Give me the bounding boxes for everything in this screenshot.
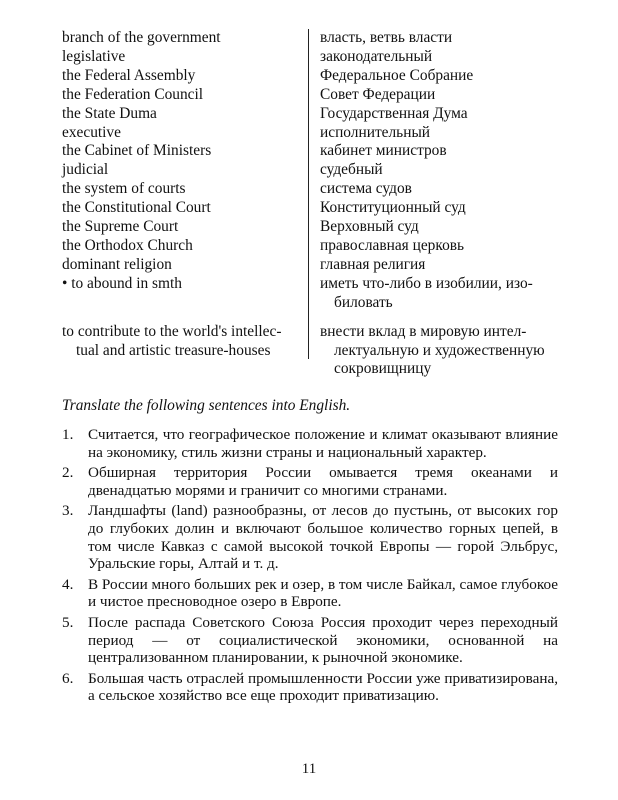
list-item (62, 426, 558, 461)
task-heading: Translate the following sentences into English. (62, 397, 351, 414)
item-text: После распада Советского Союза Россия проходит через переходный период — от социалистической экономики, основанной на централизованном планировании, к рыночной экономике. (88, 613, 558, 667)
glossary-term-ru: главная религия (320, 255, 426, 273)
glossary-term-en: the Federation Council (62, 85, 204, 103)
list-item (62, 670, 558, 705)
item-number: 6. (62, 669, 74, 687)
glossary-row (62, 48, 560, 67)
glossary-table (62, 29, 560, 379)
item-number: 4. (62, 575, 74, 593)
glossary-term-ru-line: иметь что-либо в изобилии, изо- (320, 274, 533, 292)
glossary-row (62, 67, 560, 86)
list-item (62, 464, 558, 499)
glossary-term-ru-line: биловать (334, 293, 393, 311)
glossary-term-en: the Federal Assembly (62, 66, 196, 84)
glossary-term-ru: Федеральное Собрание (320, 66, 474, 84)
item-text: Считается, что географическое положение и климат оказывают влияние на экономику, стиль жизни страны и национальный характер. (88, 426, 558, 461)
list-item (62, 614, 558, 667)
glossary-row (62, 323, 560, 380)
item-text: Большая часть отраслей промышленности России уже приватизирована, а сельское хозяйство все еще проходит приватизацию. (88, 669, 558, 705)
glossary-row (62, 199, 560, 218)
list-item (62, 502, 558, 572)
glossary-term-en: the Orthodox Church (62, 236, 193, 254)
item-number: 2. (62, 464, 74, 482)
glossary-row (62, 237, 560, 256)
glossary-term-ru: Совет Федерации (320, 85, 436, 103)
glossary-term-en: • to abound in smth (62, 274, 182, 292)
glossary-row (62, 29, 560, 48)
glossary-row (62, 124, 560, 143)
glossary-term-en: the State Duma (62, 104, 157, 122)
glossary-term-ru (308, 275, 560, 313)
glossary-term-ru: исполнительный (320, 123, 431, 141)
item-text: Обширная территория России омывается тремя океанами и двенадцатью морями и граничит со многими странами. (88, 464, 558, 499)
glossary-term-ru: Конституционный суд (320, 199, 466, 217)
glossary-term-en: the system of courts (62, 180, 186, 198)
list-item (62, 576, 558, 611)
glossary-row (62, 161, 560, 180)
glossary-term-en-line: tual and artistic treasure-houses (76, 341, 271, 359)
glossary-row (62, 105, 560, 124)
glossary-term-en: the Cabinet of Ministers (62, 142, 212, 160)
item-number: 3. (62, 502, 74, 520)
glossary-term-en: the Constitutional Court (62, 199, 211, 217)
item-number: 1. (62, 426, 74, 443)
glossary-term-en: judicial (62, 161, 109, 179)
glossary-row (62, 218, 560, 237)
glossary-term-ru-line: сокровищницу (334, 360, 432, 378)
glossary-row (62, 180, 560, 199)
item-text: В России много больших рек и озер, в том числе Байкал, самое глубокое и чистое пресноводное озеро в Европе. (88, 575, 558, 611)
glossary-term-en: branch of the government (62, 29, 221, 46)
glossary-term-en-line: to contribute to the world's intellec- (62, 322, 282, 340)
glossary-row (62, 256, 560, 275)
item-number: 5. (62, 613, 74, 631)
glossary-term-ru: кабинет министров (320, 142, 447, 160)
item-text: Ландшафты (land) разнообразны, от лесов до пустынь, от высоких гор до глубоких долин и включают большое количество горных цепей, в том числе Кавказ с самой высокой точкой Европы — горой Эльбрус, Уральские горы, Алтай и т. д. (88, 502, 558, 573)
glossary-term-ru: Государственная Дума (320, 104, 468, 122)
glossary-term-ru-line: внести вклад в мировую интел- (320, 322, 527, 340)
sentence-list (62, 426, 558, 708)
glossary-row (62, 275, 560, 313)
glossary-term-ru: судебный (320, 161, 383, 179)
glossary-term-ru: система судов (320, 180, 412, 198)
glossary-term-en (62, 323, 308, 380)
glossary-term-ru: власть, ветвь власти (320, 29, 453, 46)
glossary-term-ru: законодательный (320, 47, 433, 65)
glossary-term-ru: Верховный суд (320, 218, 419, 236)
page-number: 11 (301, 761, 317, 777)
glossary-row (62, 142, 560, 161)
glossary-row (62, 86, 560, 105)
glossary-term-ru-line: лектуальную и художественную (334, 341, 545, 359)
glossary-term-en: executive (62, 123, 121, 141)
glossary-term-en: the Supreme Court (62, 218, 179, 236)
glossary-term-ru (308, 323, 560, 380)
glossary-term-en: dominant religion (62, 255, 172, 273)
glossary-term-en: legislative (62, 47, 126, 65)
glossary-term-ru: православная церковь (320, 236, 465, 254)
